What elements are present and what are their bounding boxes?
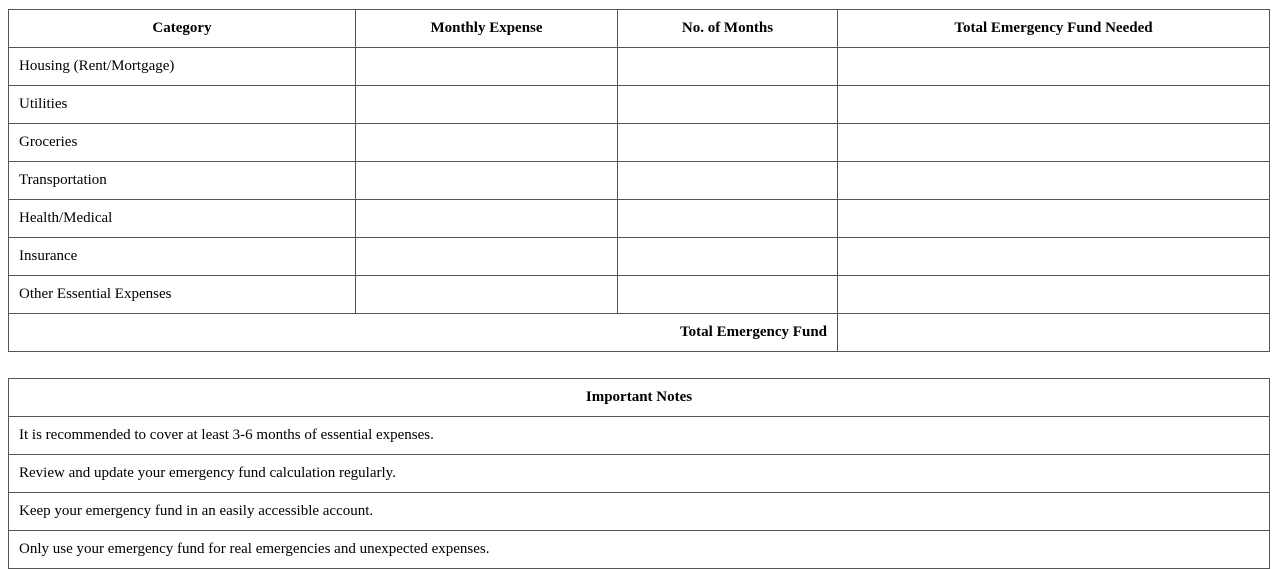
table-row [9,200,1270,238]
table-row [9,276,1270,314]
table-row [9,48,1270,86]
header-monthly-expense: Monthly Expense [356,10,618,48]
note-row [9,455,1270,493]
category-cell: Transportation [9,162,356,200]
category-cell: Health/Medical [9,200,356,238]
monthly-expense-cell[interactable] [356,200,618,238]
header-row [9,10,1270,48]
note-item: It is recommended to cover at least 3-6 months of essential expenses. [9,417,1270,455]
note-item: Review and update your emergency fund calculation regularly. [9,455,1270,493]
total-label: Total Emergency Fund [9,314,838,352]
category-cell: Other Essential Expenses [9,276,356,314]
total-needed-cell[interactable] [838,200,1270,238]
notes-title: Important Notes [9,379,1270,417]
months-cell[interactable] [618,86,838,124]
months-cell[interactable] [618,124,838,162]
note-row [9,417,1270,455]
months-cell[interactable] [618,238,838,276]
table-row [9,86,1270,124]
header-months: No. of Months [618,10,838,48]
total-needed-cell[interactable] [838,276,1270,314]
category-cell: Utilities [9,86,356,124]
months-cell[interactable] [618,276,838,314]
total-row [9,314,1270,352]
table-row [9,124,1270,162]
monthly-expense-cell[interactable] [356,86,618,124]
monthly-expense-cell[interactable] [356,276,618,314]
monthly-expense-cell[interactable] [356,48,618,86]
category-cell: Insurance [9,238,356,276]
notes-table [8,378,1270,569]
category-cell: Groceries [9,124,356,162]
header-category: Category [9,10,356,48]
category-cell: Housing (Rent/Mortgage) [9,48,356,86]
months-cell[interactable] [618,48,838,86]
total-needed-cell[interactable] [838,238,1270,276]
months-cell[interactable] [618,200,838,238]
monthly-expense-cell[interactable] [356,124,618,162]
table-row [9,238,1270,276]
monthly-expense-cell[interactable] [356,238,618,276]
monthly-expense-cell[interactable] [356,162,618,200]
note-item: Only use your emergency fund for real emergencies and unexpected expenses. [9,531,1270,569]
header-total-needed: Total Emergency Fund Needed [838,10,1270,48]
total-needed-cell[interactable] [838,124,1270,162]
total-needed-cell[interactable] [838,48,1270,86]
months-cell[interactable] [618,162,838,200]
emergency-fund-table [8,9,1270,352]
table-row [9,162,1270,200]
total-needed-cell[interactable] [838,162,1270,200]
note-row [9,493,1270,531]
note-item: Keep your emergency fund in an easily accessible account. [9,493,1270,531]
total-value-cell[interactable] [838,314,1270,352]
total-needed-cell[interactable] [838,86,1270,124]
